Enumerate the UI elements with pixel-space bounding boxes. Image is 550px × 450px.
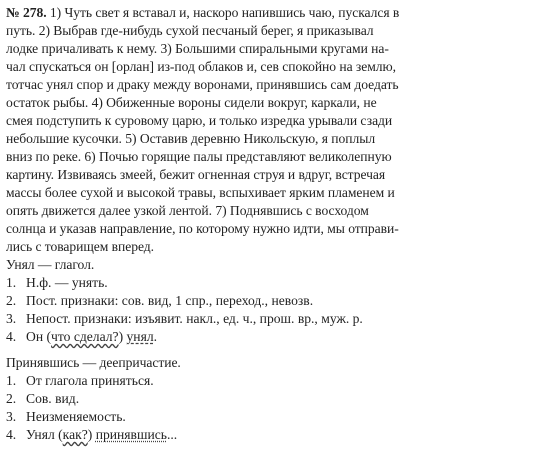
paragraph-line: путь. 2) Выбрав где-нибудь сухой песчаный берег, я приказывал bbox=[6, 23, 374, 38]
word-underlined: принявшись bbox=[95, 427, 167, 442]
paragraph-line: смея подступить к суровому царю, и только изредка урывали сзади bbox=[6, 113, 393, 128]
question-underlined: что сделал? bbox=[51, 329, 119, 344]
analysis-heading-gerund: Принявшись — деепричастие. bbox=[6, 355, 181, 370]
analysis-heading-verb: Унял — глагол. bbox=[6, 257, 95, 272]
paragraph-line: массы более сухой и высокой травы, вспыхивает ярким пламенем и bbox=[6, 185, 395, 200]
paragraph-line: тотчас унял спор и драку между воронами, принявшись сам доедать bbox=[6, 77, 399, 92]
paragraph-line: лодке причаливать к нему. 3) Большими спиральными кругами на- bbox=[6, 41, 389, 56]
analysis-item: 1. От глагола приняться. bbox=[6, 373, 154, 388]
analysis-item: 4. Унял (как?) принявшись... bbox=[6, 427, 178, 442]
paragraph-line: опять движется далее узкой лентой. 7) Поднявшись с восходом bbox=[6, 203, 369, 218]
paragraph-line: остаток рыбы. 4) Обиженные вороны сидели вокруг, каркали, не bbox=[6, 95, 377, 110]
analysis-item: 1. Н.ф. — унять. bbox=[6, 275, 108, 290]
paragraph-line: вниз по реке. 6) Почью горящие палы представляют великолепную bbox=[6, 149, 392, 164]
paragraph-line: лись с товарищем вперед. bbox=[6, 239, 155, 254]
word-underlined: унял bbox=[126, 329, 154, 344]
analysis-item: 3. Непост. признаки: изъявит. накл., ед. ч., прош. вр., муж. р. bbox=[6, 311, 363, 326]
paragraph-line: № 278. 1) Чуть свет я вставал и, наскоро напившись чаю, пускался в bbox=[6, 5, 400, 20]
paragraph-line: картину. Извиваясь змеей, бежит огненная струя и вдруг, встречая bbox=[6, 167, 386, 182]
paragraph-line: чал спускаться он [орлан] из-под облаков и, сев спокойно на землю, bbox=[6, 59, 396, 74]
analysis-item: 3. Неизменяемость. bbox=[6, 409, 126, 424]
paragraph-line: солнца и указав направление, по которому нужно идти, мы отправи- bbox=[6, 221, 399, 236]
paragraph-line: небольшие кусочки. 5) Оставив деревню Никольскую, я поплыл bbox=[6, 131, 376, 146]
question-underlined: как? bbox=[62, 427, 88, 442]
analysis-item: 2. Сов. вид. bbox=[6, 391, 80, 406]
exercise-number: № 278. bbox=[6, 5, 47, 20]
analysis-item: 2. Пост. признаки: сов. вид, 1 спр., переход., невозв. bbox=[6, 293, 314, 308]
analysis-item: 4. Он (что сделал?) унял. bbox=[6, 329, 158, 344]
